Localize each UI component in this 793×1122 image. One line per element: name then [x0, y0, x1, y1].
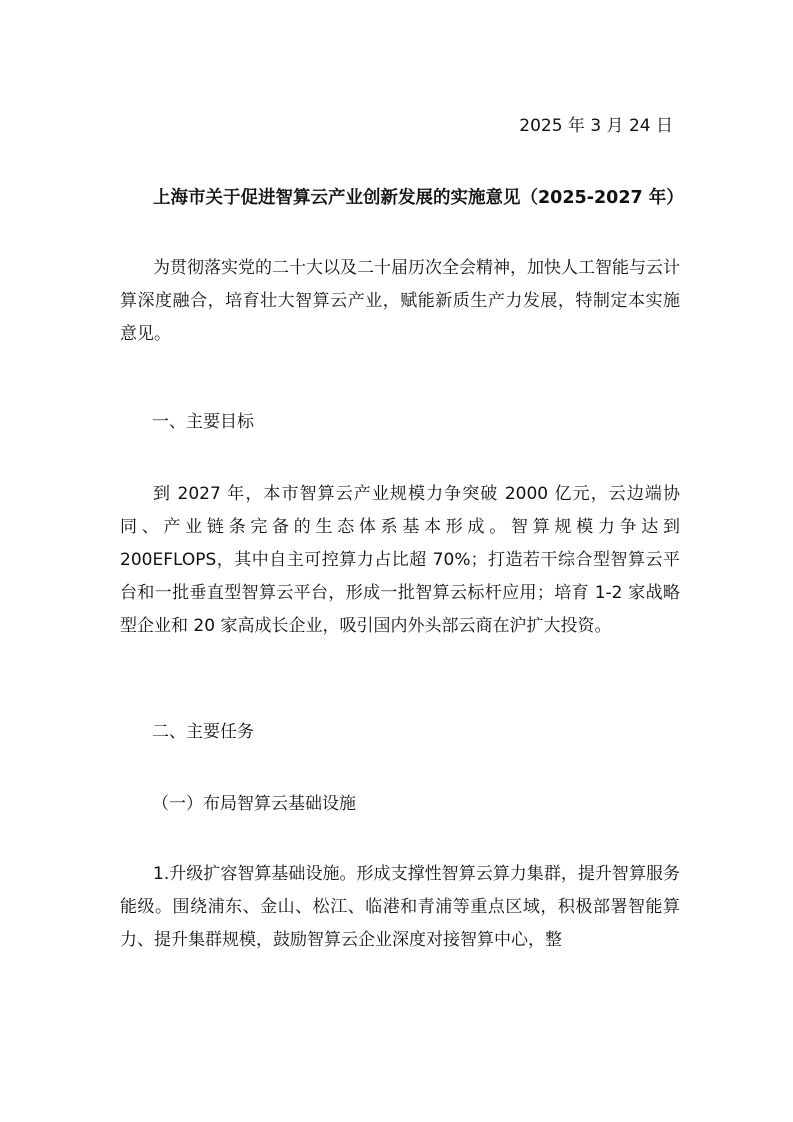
- task-1-paragraph: 1.升级扩容智算基础设施。形成支撑性智算云算力集群，提升智算服务能级。围绕浦东、金山、松江、临港和青浦等重点区域，积极部署智能算力、提升集群规模，鼓励智算云企业深度对接智算中心，整: [120, 864, 680, 950]
- section-heading-tasks: 二、主要任务: [152, 722, 254, 742]
- subsection-heading-infrastructure: （一）布局智算云基础设施: [152, 794, 356, 814]
- document-date: 2025 年 3 月 24 日: [519, 116, 673, 136]
- document-title: 上海市关于促进智算云产业创新发展的实施意见（2025-2027 年）: [153, 188, 684, 208]
- section-heading-goals: 一、主要目标: [152, 412, 254, 432]
- goals-paragraph: 到 2027 年，本市智算云产业规模力争突破 2000 亿元，云边端协同、产业链条完备的生态体系基本形成。智算规模力争达到 200EFLOPS，其中自主可控算力占比超 70%；打造若干综合型智算云平台和一批垂直型智算云平台，形成一批智算云标杆应用；培育 1-2 家战略型企业和 20 家高成长企业，吸引国内外头部云商在沪扩大投资。: [120, 484, 680, 636]
- intro-paragraph: 为贯彻落实党的二十大以及二十届历次全会精神，加快人工智能与云计算深度融合，培育壮大智算云产业，赋能新质生产力发展，特制定本实施意见。: [120, 258, 680, 344]
